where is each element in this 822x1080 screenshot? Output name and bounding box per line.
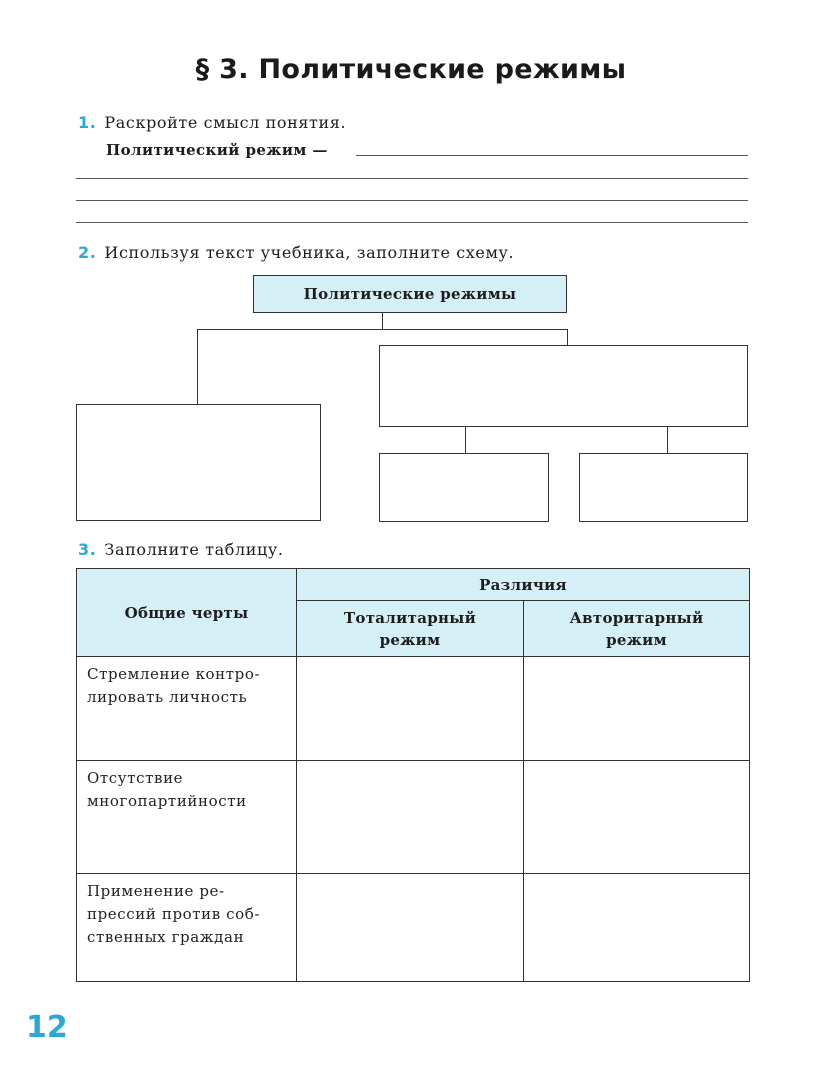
diagram-root-label: Политические режимы xyxy=(303,285,517,303)
row-label-line: многопартийности xyxy=(87,792,247,810)
header-authoritarian: Авторитарный режим xyxy=(524,601,750,657)
diagram-box-left[interactable] xyxy=(76,404,321,521)
table-row xyxy=(77,761,750,874)
row-label-line: Применение ре- xyxy=(87,882,225,900)
cell-totalitarian-repressions[interactable] xyxy=(297,874,524,982)
row-label-line: прессий против соб- xyxy=(87,905,261,923)
row-label-multiparty xyxy=(77,761,297,874)
task-3-prompt xyxy=(78,540,284,559)
row-label-control xyxy=(77,657,297,761)
answer-line-1[interactable] xyxy=(356,155,748,156)
connector xyxy=(382,313,383,330)
connector xyxy=(567,329,568,346)
page-title: § 3. Политические режимы xyxy=(195,54,627,85)
row-label-line: лировать личность xyxy=(87,688,248,706)
task-3-text: Заполните таблицу. xyxy=(104,540,284,559)
term-political-regime: Политический режим — xyxy=(106,141,328,159)
connector xyxy=(465,426,466,454)
cell-authoritarian-control[interactable] xyxy=(524,657,750,761)
task-1-number: 1. xyxy=(78,113,97,132)
task-3-number: 3. xyxy=(78,540,97,559)
cell-authoritarian-multiparty[interactable] xyxy=(524,761,750,874)
table-row xyxy=(77,874,750,982)
diagram-box-right-bottom-right[interactable] xyxy=(579,453,748,522)
diagram-box-right-top[interactable] xyxy=(379,345,748,427)
header-common-features: Общие черты xyxy=(77,569,297,657)
cell-totalitarian-multiparty[interactable] xyxy=(297,761,524,874)
header-differences: Различия xyxy=(297,569,750,601)
comparison-table xyxy=(76,568,750,982)
page-number: 12 xyxy=(26,1010,68,1045)
diagram-box-right-bottom-left[interactable] xyxy=(379,453,549,522)
connector xyxy=(667,426,668,454)
row-label-line: Отсутствие xyxy=(87,769,184,787)
cell-authoritarian-repressions[interactable] xyxy=(524,874,750,982)
task-2-prompt xyxy=(78,243,514,262)
answer-line-4[interactable] xyxy=(76,222,748,223)
row-label-line: Стремление контро- xyxy=(87,665,261,683)
row-label-line: ственных граждан xyxy=(87,928,245,946)
header-totalitarian: Тоталитарный режим xyxy=(297,601,524,657)
connector xyxy=(197,329,568,330)
cell-totalitarian-control[interactable] xyxy=(297,657,524,761)
task-1-prompt xyxy=(78,113,346,132)
task-2-text: Используя текст учебника, заполните схему. xyxy=(104,243,515,262)
answer-line-2[interactable] xyxy=(76,178,748,179)
connector xyxy=(197,329,198,405)
table-row xyxy=(77,657,750,761)
task-1-text: Раскройте смысл понятия. xyxy=(104,113,347,132)
diagram-root-box xyxy=(253,275,567,313)
task-2-number: 2. xyxy=(78,243,97,262)
row-label-repressions xyxy=(77,874,297,982)
answer-line-3[interactable] xyxy=(76,200,748,201)
